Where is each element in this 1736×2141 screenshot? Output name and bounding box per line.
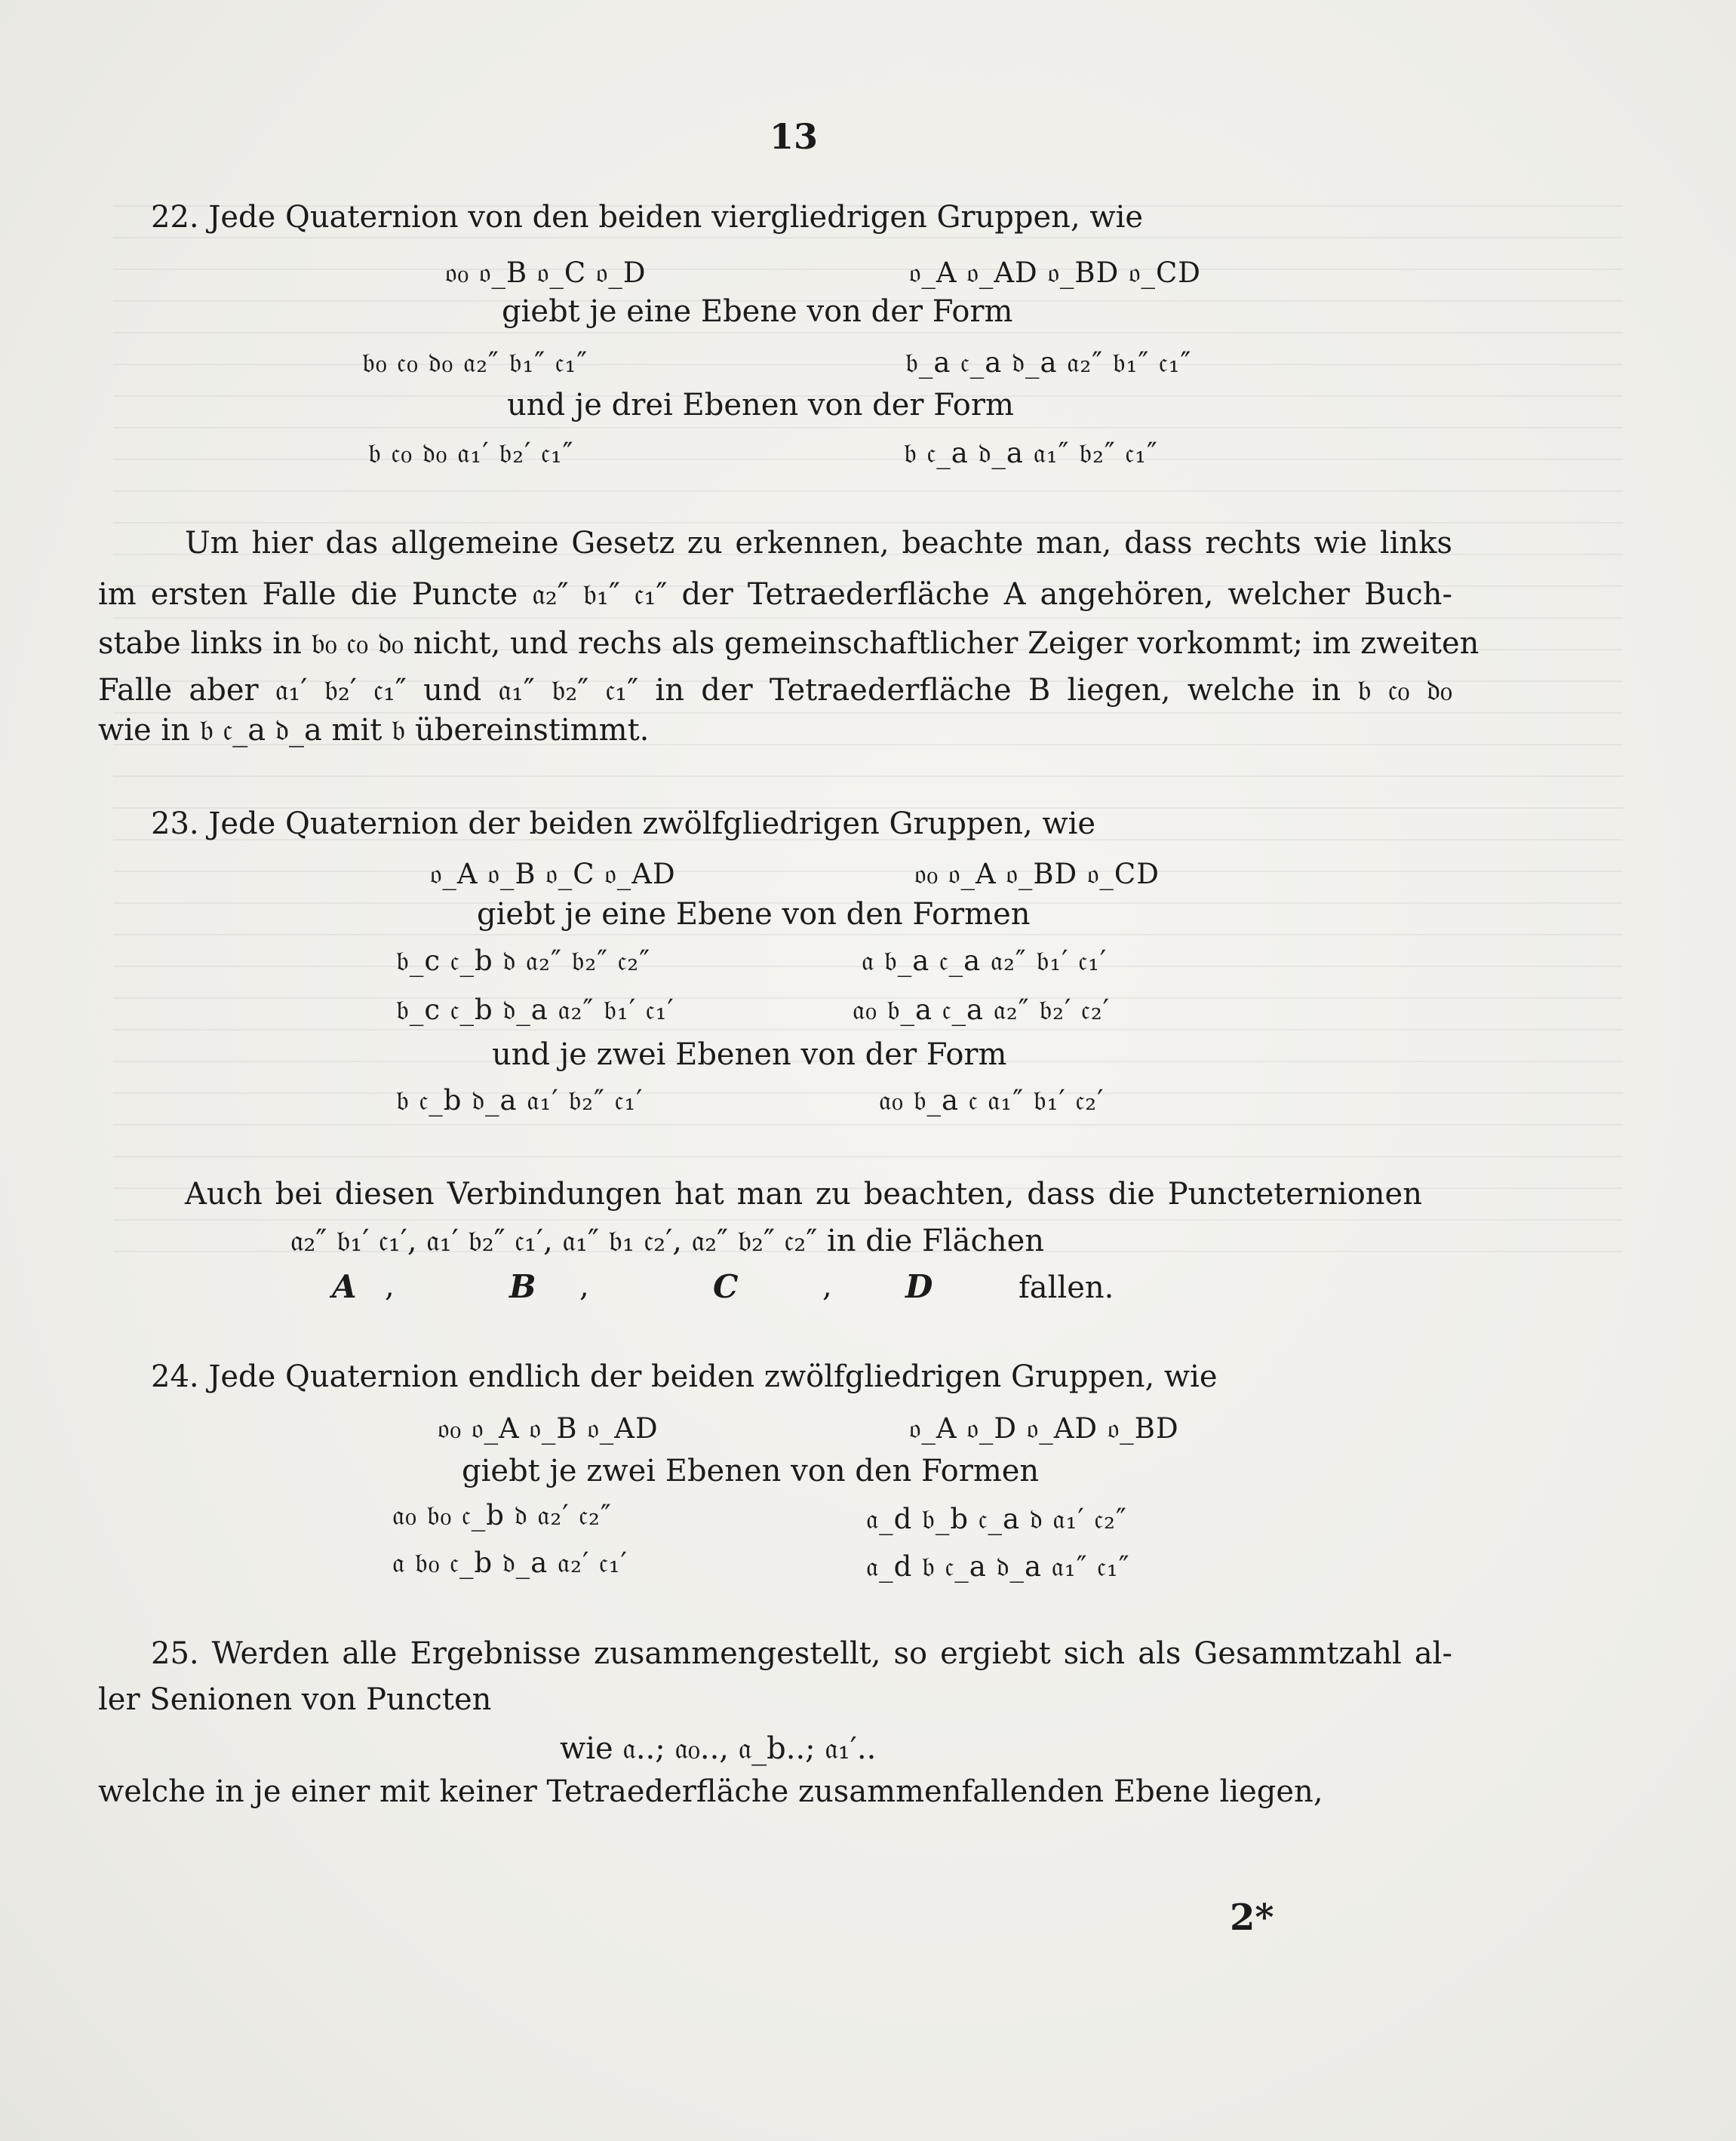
s23-form1-left: 𝔟_c 𝔠_b 𝔡 𝔞₂″ 𝔟₂″ 𝔠₂″: [396, 945, 651, 977]
face-label-c: C: [713, 1268, 739, 1305]
s24-intro: 24. Jede Quaternion endlich der beiden zwölfgliedrigen Gruppen, wie: [151, 1359, 1218, 1394]
s25-line-4: welche in je einer mit keiner Tetraederfläche zusammenfallenden Ebene liegen,: [98, 1774, 1323, 1809]
comma-2: ,: [579, 1269, 589, 1304]
s22-para-line-2: im ersten Falle die Puncte 𝔞₂″ 𝔟₁″ 𝔠₁″ der Tetraederfläche A angehören, welcher Buch-: [98, 577, 1452, 612]
s24-quaternion-left: 𝔬₀ 𝔬_A 𝔬_B 𝔬_AD: [438, 1412, 659, 1445]
face-label-d: D: [905, 1268, 933, 1305]
face-label-b: B: [509, 1268, 536, 1305]
s22-para-line-4: Falle aber 𝔞₁′ 𝔟₂′ 𝔠₁″ und 𝔞₁″ 𝔟₂″ 𝔠₁″ in der Tetraederfläche B liegen, welche in 𝔟 𝔠₀ 𝔡₀: [98, 673, 1452, 708]
s22-line-drei-ebenen: und je drei Ebenen von der Form: [507, 388, 1014, 422]
s23-form3-right: 𝔞₀ 𝔟_a 𝔠 𝔞₁″ 𝔟₁′ 𝔠₂′: [879, 1084, 1105, 1117]
s22-form1-left: 𝔟₀ 𝔠₀ 𝔡₀ 𝔞₂″ 𝔟₁″ 𝔠₁″: [362, 346, 588, 379]
s24-line-zwei-ebenen: giebt je zwei Ebenen von den Formen: [462, 1454, 1040, 1488]
s22-form1-right: 𝔟_a 𝔠_a 𝔡_a 𝔞₂″ 𝔟₁″ 𝔠₁″: [905, 346, 1192, 379]
s24-form1-right: 𝔞_d 𝔟_b 𝔠_a 𝔡 𝔞₁′ 𝔠₂″: [866, 1503, 1127, 1535]
s24-quaternion-right: 𝔬_A 𝔬_D 𝔬_AD 𝔬_BD: [909, 1412, 1179, 1445]
s23-line-zwei-ebenen: und je zwei Ebenen von der Form: [492, 1037, 1007, 1072]
s22-para-line-1: Um hier das allgemeine Gesetz zu erkennen, beachte man, dass rechts wie links: [185, 526, 1452, 561]
s23-quaternion-left: 𝔬_A 𝔬_B 𝔬_C 𝔬_AD: [430, 858, 676, 890]
s22-form2-left: 𝔟 𝔠₀ 𝔡₀ 𝔞₁′ 𝔟₂′ 𝔠₁″: [368, 437, 574, 469]
s23-form2-left: 𝔟_c 𝔠_b 𝔡_a 𝔞₂″ 𝔟₁′ 𝔠₁′: [396, 994, 674, 1026]
s24-form2-left: 𝔞 𝔟₀ 𝔠_b 𝔡_a 𝔞₂′ 𝔠₁′: [392, 1547, 628, 1579]
s22-intro: 22. Jede Quaternion von den beiden viergliedrigen Gruppen, wie: [151, 200, 1144, 235]
s23-form2-right: 𝔞₀ 𝔟_a 𝔠_a 𝔞₂″ 𝔟₂′ 𝔠₂′: [853, 994, 1111, 1026]
s23-para-line-1: Auch bei diesen Verbindungen hat man zu beachten, dass die Puncteternionen: [185, 1177, 1422, 1212]
s23-intro: 23. Jede Quaternion der beiden zwölfgliedrigen Gruppen, wie: [151, 806, 1096, 841]
s23-line-eine-ebene: giebt je eine Ebene von den Formen: [477, 897, 1031, 932]
s23-quaternion-right: 𝔬₀ 𝔬_A 𝔬_BD 𝔬_CD: [914, 858, 1160, 890]
s23-para-line-2: 𝔞₂″ 𝔟₁′ 𝔠₁′, 𝔞₁′ 𝔟₂″ 𝔠₁′, 𝔞₁″ 𝔟₁ 𝔠₂′, 𝔞₂″ 𝔟₂″ 𝔠₂″ in die Flächen: [290, 1224, 1045, 1258]
s22-para-line-3: stabe links in 𝔟₀ 𝔠₀ 𝔡₀ nicht, und rechs als gemeinschaftlicher Zeiger vorkommt; im zweiten: [98, 626, 1479, 661]
s24-form2-right: 𝔞_d 𝔟 𝔠_a 𝔡_a 𝔞₁″ 𝔠₁″: [866, 1550, 1130, 1583]
s22-quaternion-right: 𝔬_A 𝔬_AD 𝔬_BD 𝔬_CD: [909, 256, 1201, 289]
s25-line-1: 25. Werden alle Ergebnisse zusammengestellt, so ergiebt sich als Gesammtzahl al-: [151, 1636, 1452, 1671]
comma-3: ,: [822, 1269, 832, 1304]
s25-line-3: wie 𝔞..; 𝔞₀.., 𝔞_b..; 𝔞₁′..: [560, 1731, 877, 1766]
signature-mark: 2*: [1230, 1897, 1274, 1939]
s22-para-line-5: wie in 𝔟 𝔠_a 𝔡_a mit 𝔟 übereinstimmt.: [98, 713, 650, 748]
s22-line-eine-ebene: giebt je eine Ebene von der Form: [502, 294, 1013, 329]
s23-fallen: fallen.: [1019, 1270, 1114, 1305]
s22-quaternion-left: 𝔬₀ 𝔬_B 𝔬_C 𝔬_D: [445, 256, 647, 289]
face-label-a: A: [332, 1268, 357, 1305]
s23-form1-right: 𝔞 𝔟_a 𝔠_a 𝔞₂″ 𝔟₁′ 𝔠₁′: [862, 945, 1108, 977]
s25-line-2: ler Senionen von Puncten: [98, 1682, 492, 1717]
s24-form1-left: 𝔞₀ 𝔟₀ 𝔠_b 𝔡 𝔞₂′ 𝔠₂″: [392, 1499, 612, 1531]
s22-form2-right: 𝔟 𝔠_a 𝔡_a 𝔞₁″ 𝔟₂″ 𝔠₁″: [904, 437, 1158, 469]
comma-1: ,: [385, 1269, 395, 1304]
s23-form3-left: 𝔟 𝔠_b 𝔡_a 𝔞₁′ 𝔟₂″ 𝔠₁′: [396, 1084, 644, 1117]
page-number: 13: [770, 116, 819, 157]
